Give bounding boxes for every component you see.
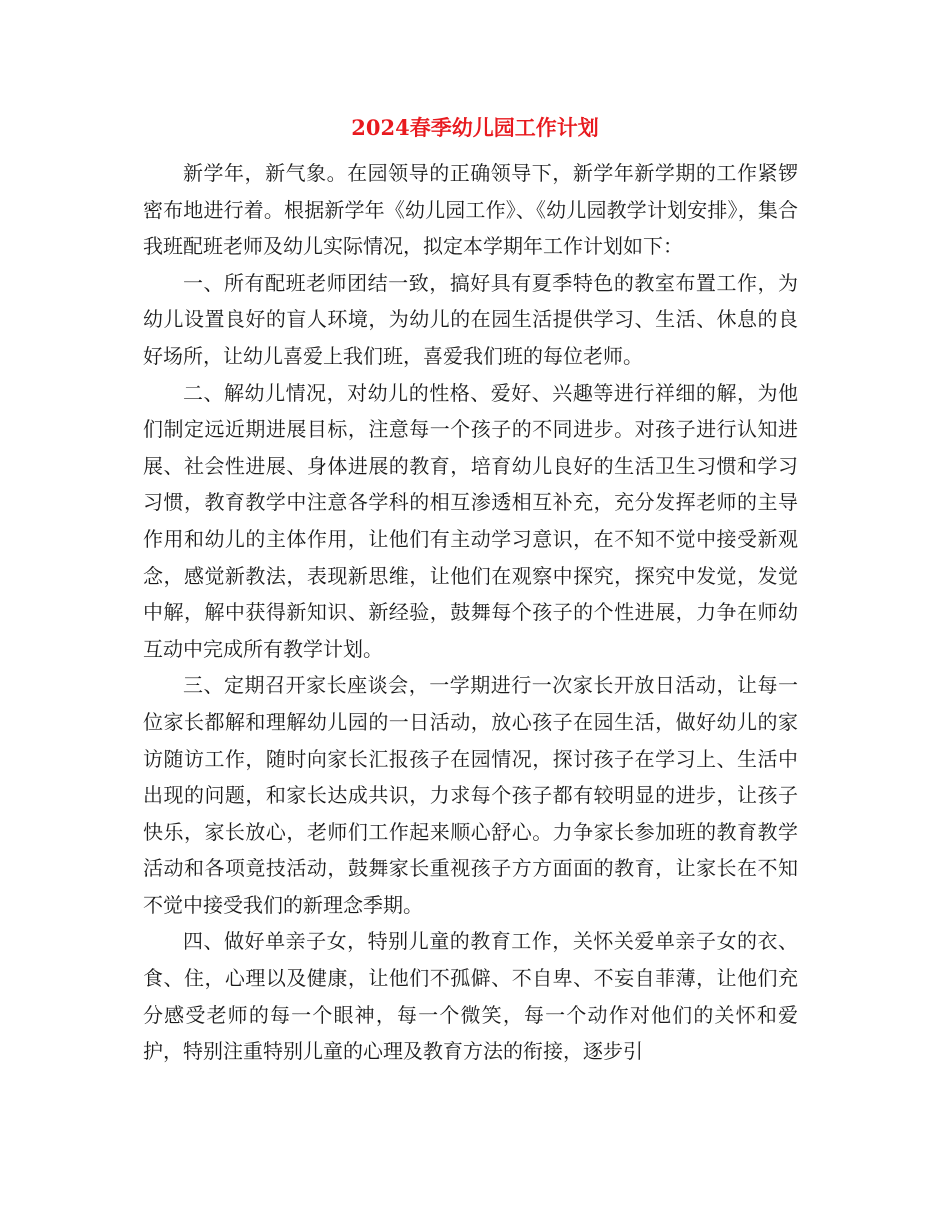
document-body [143,155,798,1070]
document-title: 2024春季幼儿园工作计划 [351,115,599,140]
paragraph-intro: 新学年，新气象。在园领导的正确领导下，新学年新学期的工作紧锣密布地进行着。根据新学年《幼儿园工作》、《幼儿园教学计划安排》，集合我班配班老师及幼儿实际情况，拟定本学期年工作计划如下： [143,161,798,259]
paragraph-section-4: 四、做好单亲子女，特别儿童的教育工作，关怀关爱单亲子女的衣、食、住，心理以及健康，让他们不孤僻、不自卑、不妄自菲薄，让他们充分感受老师的每一个眼神，每一个微笑，每一个动作对他们的关怀和爱护，特别注重特别儿童的心理及教育方法的衔接，逐步引 [143,929,798,1064]
paragraph-section-3: 三、定期召开家长座谈会，一学期进行一次家长开放日活动，让每一位家长都解和理解幼儿园的一日活动，放心孩子在园生活，做好幼儿的家访随访工作，随时向家长汇报孩子在园情况，探讨孩子在学习上、生活中出现的问题，和家长达成共识，力求每个孩子都有较明显的进步，让孩子快乐，家长放心，老师们工作起来顺心舒心。力争家长参加班的教育教学活动和各项竟技活动，鼓舞家长重视孩子方方面面的教育，让家长在不知不觉中接受我们的新理念季期。 [143,673,798,917]
paragraph-section-2: 二、解幼儿情况，对幼儿的性格、爱好、兴趣等进行祥细的解，为他们制定远近期进展目标，注意每一个孩子的不同进步。对孩子进行认知进展、社会性进展、身体进展的教育，培育幼儿良好的生活卫生习惯和学习习惯，教育教学中注意各学科的相互渗透相互补充，充分发挥老师的主导作用和幼儿的主体作用，让他们有主动学习意识，在不知不觉中接受新观念，感觉新教法，表现新思维，让他们在观察中探究，探究中发觉，发觉中解，解中获得新知识、新经验，鼓舞每个孩子的个性进展，力争在师幼互动中完成所有教学计划。 [143,380,798,661]
paragraph-section-1: 一、所有配班老师团结一致，搞好具有夏季特色的教室布置工作，为幼儿设置良好的盲人环境，为幼儿的在园生活提供学习、生活、休息的良好场所，让幼儿喜爱上我们班，喜爱我们班的每位老师。 [143,270,798,368]
